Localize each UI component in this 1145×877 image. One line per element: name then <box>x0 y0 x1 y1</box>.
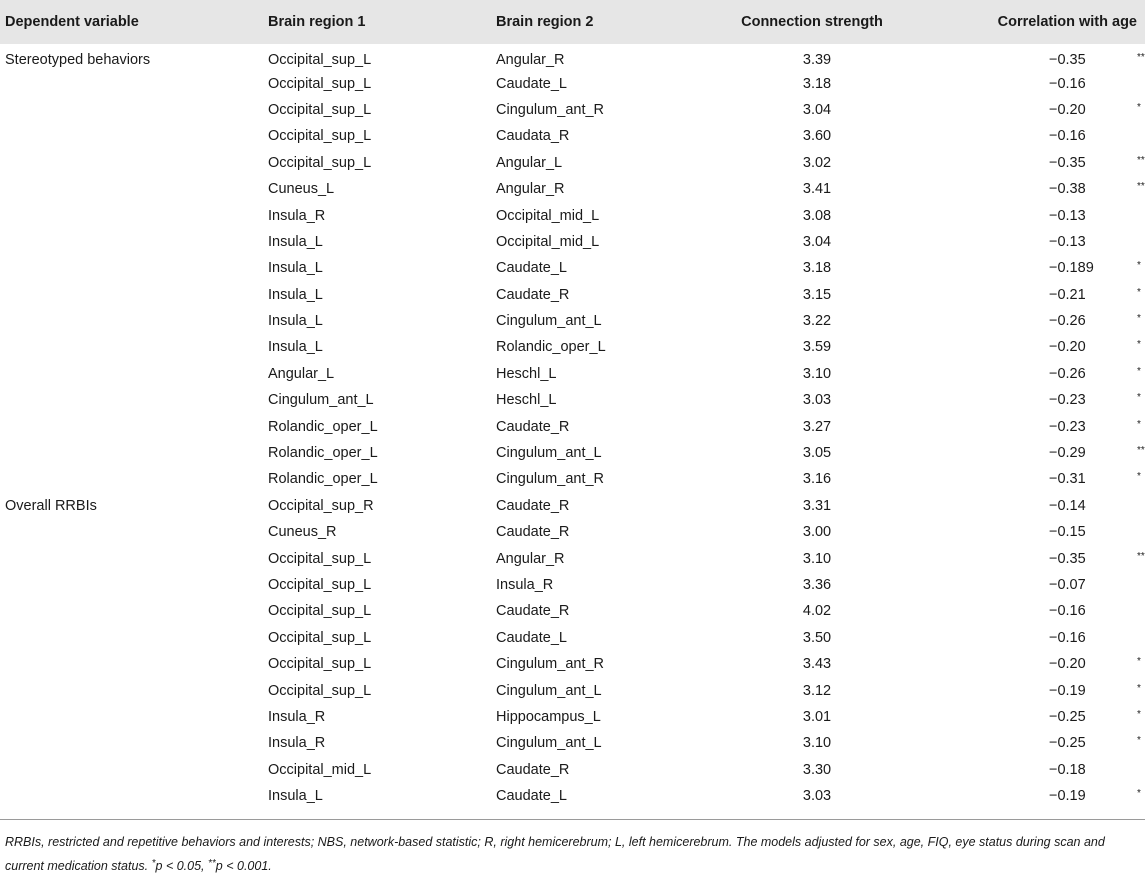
cell-correlation-with-age <box>913 625 1145 651</box>
cell-brain-region-1: Occipital_sup_L <box>268 75 372 92</box>
connection-strength-value: 3.16 <box>802 471 832 488</box>
cell-correlation-with-age <box>913 255 1145 281</box>
table-row <box>0 545 1145 571</box>
correlation-value: −0.07 <box>1049 577 1086 593</box>
cell-dependent-variable: Stereotyped behaviors <box>5 52 151 69</box>
table-row <box>0 413 1145 439</box>
cell-brain-region-1: Occipital_sup_L <box>268 682 372 699</box>
cell-connection-strength <box>711 255 913 281</box>
correlation-wrapper <box>1049 603 1137 619</box>
cell-connection-strength <box>711 97 913 123</box>
cell-connection-strength <box>711 123 913 149</box>
cell-brain-region-1: Insula_L <box>268 313 323 330</box>
significance-mark: * <box>1137 708 1141 720</box>
table-row <box>0 123 1145 149</box>
correlation-value: −0.25 <box>1049 708 1086 725</box>
cell-brain-region-2: Caudate_R <box>496 603 570 620</box>
cell-correlation-with-age <box>913 229 1145 255</box>
connection-strength-value: 3.43 <box>802 656 832 673</box>
table-row <box>0 625 1145 651</box>
cell-brain-region-2: Caudate_L <box>496 629 567 646</box>
cell-correlation-with-age <box>913 598 1145 624</box>
table-row <box>0 202 1145 228</box>
correlation-wrapper <box>1049 181 1145 198</box>
cell-dependent-variable <box>0 70 268 96</box>
cell-connection-strength <box>711 519 913 545</box>
table-header <box>0 0 1145 44</box>
significance-mark: * <box>1137 260 1141 272</box>
cell-dependent-variable <box>0 730 268 756</box>
cell-connection-strength <box>711 493 913 519</box>
table-bottom-rule <box>0 819 1145 820</box>
footnote-p1-text: p < 0.05, <box>155 859 205 873</box>
cell-connection-strength <box>711 757 913 783</box>
connection-strength-value: 3.27 <box>802 418 832 435</box>
cell-correlation-with-age <box>913 308 1145 334</box>
cell-connection-strength <box>711 150 913 176</box>
correlation-value: −0.16 <box>1049 603 1086 620</box>
cell-dependent-variable <box>0 308 268 334</box>
cell-correlation-with-age <box>913 150 1145 176</box>
connection-strength-value: 3.30 <box>802 761 832 778</box>
table-row <box>0 651 1145 677</box>
correlation-value: −0.20 <box>1049 339 1086 356</box>
cell-brain-region-1: Occipital_mid_L <box>268 761 372 778</box>
table-row <box>0 255 1145 281</box>
cell-brain-region-2: Angular_R <box>496 550 565 567</box>
cell-connection-strength <box>711 361 913 387</box>
cell-brain-region-2: Occipital_mid_L <box>496 233 600 250</box>
correlation-wrapper <box>1049 550 1145 567</box>
cell-brain-region-1: Insula_L <box>268 788 323 805</box>
cell-brain-region-2: Cingulum_ant_R <box>496 656 605 673</box>
cell-correlation-with-age <box>913 387 1145 413</box>
correlation-value: −0.189 <box>1049 260 1094 277</box>
header-connection-strength: Connection strength <box>741 14 883 30</box>
significance-mark: * <box>1137 788 1141 800</box>
correlation-value: −0.26 <box>1049 313 1086 330</box>
correlation-wrapper <box>1049 682 1141 699</box>
cell-brain-region-1: Cuneus_R <box>268 524 337 541</box>
cell-brain-region-2: Caudata_R <box>496 128 570 145</box>
cell-brain-region-1: Insula_R <box>268 735 326 752</box>
significance-mark: ** <box>1137 550 1145 562</box>
table-body <box>0 44 1145 809</box>
cell-dependent-variable <box>0 757 268 783</box>
table-row <box>0 519 1145 545</box>
correlation-wrapper <box>1049 471 1141 488</box>
cell-dependent-variable <box>0 677 268 703</box>
correlation-wrapper <box>1049 128 1137 144</box>
cell-connection-strength <box>711 229 913 255</box>
cell-brain-region-2: Caudate_L <box>496 75 567 92</box>
cell-dependent-variable <box>0 334 268 360</box>
correlation-wrapper <box>1049 76 1137 92</box>
connection-strength-value: 4.02 <box>802 603 832 620</box>
cell-connection-strength <box>711 598 913 624</box>
correlation-value: −0.13 <box>1049 207 1086 224</box>
cell-brain-region-1: Angular_L <box>268 365 335 382</box>
cell-brain-region-1: Occipital_sup_L <box>268 656 372 673</box>
cell-brain-region-1: Insula_L <box>268 260 323 277</box>
table-row <box>0 282 1145 308</box>
cell-brain-region-2: Caudate_L <box>496 260 567 277</box>
correlation-value: −0.31 <box>1049 471 1086 488</box>
significance-mark: * <box>1137 286 1141 298</box>
correlation-value: −0.35 <box>1049 550 1086 567</box>
table-row <box>0 440 1145 466</box>
table-row <box>0 757 1145 783</box>
cell-dependent-variable <box>0 361 268 387</box>
table-row <box>0 493 1145 519</box>
correlation-value: −0.16 <box>1049 75 1086 92</box>
cell-correlation-with-age <box>913 757 1145 783</box>
significance-mark: * <box>1137 392 1141 404</box>
correlation-value: −0.35 <box>1049 154 1086 171</box>
cell-brain-region-2: Angular_R <box>496 52 565 69</box>
cell-connection-strength <box>711 440 913 466</box>
cell-brain-region-2: Angular_R <box>496 181 565 198</box>
connection-strength-value: 3.59 <box>802 339 832 356</box>
connection-strength-value: 3.41 <box>802 181 832 198</box>
correlation-wrapper <box>1049 630 1137 646</box>
cell-brain-region-1: Occipital_sup_L <box>268 101 372 118</box>
cell-dependent-variable <box>0 651 268 677</box>
cell-connection-strength <box>711 413 913 439</box>
connection-strength-value: 3.50 <box>802 629 832 646</box>
cell-brain-region-1: Cingulum_ant_L <box>268 392 374 409</box>
correlation-value: −0.23 <box>1049 418 1086 435</box>
cell-brain-region-2: Rolandic_oper_L <box>496 339 606 356</box>
cell-correlation-with-age <box>913 70 1145 96</box>
connection-strength-value: 3.00 <box>802 524 832 541</box>
correlation-wrapper <box>1049 286 1141 303</box>
significance-mark: * <box>1137 101 1141 113</box>
connection-strength-value: 3.10 <box>802 550 832 567</box>
cell-correlation-with-age <box>913 97 1145 123</box>
connection-strength-value: 3.60 <box>802 128 832 145</box>
cell-connection-strength <box>711 545 913 571</box>
cell-connection-strength <box>711 334 913 360</box>
cell-dependent-variable <box>0 783 268 809</box>
cell-dependent-variable <box>0 440 268 466</box>
correlation-wrapper <box>1049 365 1141 382</box>
cell-dependent-variable <box>0 97 268 123</box>
significance-mark: * <box>1137 471 1141 483</box>
connection-strength-value: 3.08 <box>802 207 832 224</box>
connection-strength-value: 3.39 <box>802 52 832 69</box>
significance-mark: ** <box>1137 181 1145 193</box>
cell-dependent-variable <box>0 150 268 176</box>
table-row <box>0 783 1145 809</box>
cell-dependent-variable <box>0 625 268 651</box>
cell-brain-region-1: Cuneus_L <box>268 181 335 198</box>
correlation-value: −0.19 <box>1049 788 1086 805</box>
footnote-p1-mark: * <box>151 858 156 869</box>
header-row <box>0 0 1145 44</box>
cell-brain-region-1: Rolandic_oper_L <box>268 471 378 488</box>
cell-connection-strength <box>711 730 913 756</box>
significance-mark: * <box>1137 656 1141 668</box>
table-footnote <box>5 832 1140 877</box>
significance-mark: ** <box>1137 445 1145 457</box>
connection-strength-value: 3.03 <box>802 788 832 805</box>
cell-connection-strength <box>711 466 913 492</box>
correlation-wrapper <box>1049 101 1141 118</box>
cell-brain-region-2: Caudate_R <box>496 418 570 435</box>
correlation-value: −0.15 <box>1049 524 1086 541</box>
correlation-value: −0.25 <box>1049 735 1086 752</box>
connection-strength-value: 3.03 <box>802 392 832 409</box>
significance-mark: * <box>1137 339 1141 351</box>
cell-correlation-with-age <box>913 440 1145 466</box>
correlation-wrapper <box>1049 656 1141 673</box>
connection-strength-value: 3.10 <box>802 735 832 752</box>
cell-brain-region-2: Caudate_R <box>496 286 570 303</box>
cell-dependent-variable <box>0 282 268 308</box>
cell-brain-region-2: Cingulum_ant_L <box>496 682 602 699</box>
cell-brain-region-2: Caudate_R <box>496 761 570 778</box>
cell-correlation-with-age <box>913 123 1145 149</box>
correlation-wrapper <box>1049 418 1141 435</box>
cell-correlation-with-age <box>913 493 1145 519</box>
correlation-value: −0.20 <box>1049 101 1086 118</box>
cell-connection-strength <box>711 783 913 809</box>
cell-correlation-with-age <box>913 413 1145 439</box>
correlation-wrapper <box>1049 392 1141 409</box>
cell-correlation-with-age <box>913 677 1145 703</box>
cell-dependent-variable <box>0 387 268 413</box>
cell-brain-region-1: Occipital_sup_L <box>268 154 372 171</box>
cell-brain-region-2: Caudate_R <box>496 497 570 514</box>
cell-brain-region-1: Occipital_sup_R <box>268 497 374 514</box>
correlation-value: −0.13 <box>1049 233 1086 250</box>
significance-mark: ** <box>1137 52 1145 64</box>
cell-dependent-variable: Overall RRBIs <box>5 497 97 514</box>
cell-dependent-variable <box>0 255 268 281</box>
correlation-wrapper <box>1049 234 1137 250</box>
cell-brain-region-1: Occipital_sup_L <box>268 128 372 145</box>
cell-connection-strength <box>711 572 913 598</box>
cell-brain-region-2: Insula_R <box>496 577 554 593</box>
cell-dependent-variable <box>0 545 268 571</box>
cell-dependent-variable <box>0 572 268 598</box>
cell-connection-strength <box>711 70 913 96</box>
cell-connection-strength <box>711 651 913 677</box>
cell-connection-strength <box>711 44 913 70</box>
connection-strength-value: 3.04 <box>802 233 832 250</box>
cell-dependent-variable <box>0 598 268 624</box>
connection-strength-value: 3.22 <box>802 313 832 330</box>
cell-correlation-with-age <box>913 44 1145 70</box>
cell-dependent-variable <box>0 413 268 439</box>
correlation-value: −0.38 <box>1049 181 1086 198</box>
table-row <box>0 176 1145 202</box>
table-row <box>0 44 1145 70</box>
connection-strength-value: 3.12 <box>802 682 832 699</box>
footnote-p2-text: p < 0.001. <box>215 859 272 873</box>
cell-brain-region-2: Occipital_mid_L <box>496 207 600 224</box>
correlation-value: −0.23 <box>1049 392 1086 409</box>
correlation-value: −0.20 <box>1049 656 1086 673</box>
cell-correlation-with-age <box>913 730 1145 756</box>
correlation-wrapper <box>1049 339 1141 356</box>
cell-dependent-variable <box>0 123 268 149</box>
cell-brain-region-2: Angular_L <box>496 154 563 171</box>
correlation-wrapper <box>1049 708 1141 725</box>
cell-dependent-variable <box>0 519 268 545</box>
cell-brain-region-2: Caudate_L <box>496 788 567 805</box>
table-row <box>0 572 1145 598</box>
cell-brain-region-2: Cingulum_ant_L <box>496 735 602 752</box>
table-row <box>0 150 1145 176</box>
connection-strength-value: 3.01 <box>802 708 832 725</box>
correlation-value: −0.21 <box>1049 286 1086 303</box>
cell-brain-region-2: Heschl_L <box>496 392 557 409</box>
cell-dependent-variable <box>0 176 268 202</box>
header-brain-region-1: Brain region 1 <box>268 14 366 30</box>
connection-strength-value: 3.10 <box>802 365 832 382</box>
table-row <box>0 387 1145 413</box>
cell-brain-region-1: Occipital_sup_L <box>268 603 372 620</box>
header-brain-region-2: Brain region 2 <box>496 14 594 30</box>
header-dependent-variable: Dependent variable <box>5 14 139 30</box>
significance-mark: * <box>1137 418 1141 430</box>
cell-correlation-with-age <box>913 651 1145 677</box>
cell-dependent-variable <box>0 466 268 492</box>
table-row <box>0 677 1145 703</box>
cell-correlation-with-age <box>913 783 1145 809</box>
cell-brain-region-2: Caudate_R <box>496 524 570 541</box>
table-row <box>0 97 1145 123</box>
cell-brain-region-2: Cingulum_ant_R <box>496 471 605 488</box>
significance-mark: * <box>1137 313 1141 325</box>
cell-brain-region-2: Cingulum_ant_R <box>496 101 605 118</box>
correlation-wrapper <box>1049 260 1141 277</box>
cell-brain-region-1: Occipital_sup_L <box>268 52 372 69</box>
correlation-value: −0.19 <box>1049 682 1086 699</box>
cell-correlation-with-age <box>913 176 1145 202</box>
table-row <box>0 466 1145 492</box>
cell-brain-region-2: Heschl_L <box>496 365 557 382</box>
cell-brain-region-1: Rolandic_oper_L <box>268 418 378 435</box>
correlation-wrapper <box>1049 498 1137 514</box>
table-row <box>0 229 1145 255</box>
connection-strength-value: 3.31 <box>802 497 832 514</box>
cell-brain-region-1: Insula_R <box>268 708 326 725</box>
footnote-text: RRBIs, restricted and repetitive behaviors and interests; NBS, network-based statistic; R, right hemicerebrum; L, left hemicerebrum. The models adjusted for sex, age, FIQ, eye status during scan and current medication status. <box>5 835 1105 873</box>
cell-correlation-with-age <box>913 466 1145 492</box>
cell-dependent-variable <box>0 229 268 255</box>
cell-brain-region-1: Insula_L <box>268 233 323 250</box>
cell-correlation-with-age <box>913 202 1145 228</box>
cell-correlation-with-age <box>913 361 1145 387</box>
connection-strength-value: 3.18 <box>802 260 832 277</box>
correlation-wrapper <box>1049 524 1137 540</box>
connection-strength-value: 3.04 <box>802 101 832 118</box>
cell-brain-region-1: Occipital_sup_L <box>268 629 372 646</box>
cell-connection-strength <box>711 677 913 703</box>
table-row <box>0 334 1145 360</box>
cell-connection-strength <box>711 387 913 413</box>
correlation-value: −0.16 <box>1049 128 1086 145</box>
correlation-wrapper <box>1049 52 1145 69</box>
table-row <box>0 598 1145 624</box>
cell-dependent-variable <box>0 704 268 730</box>
cell-correlation-with-age <box>913 704 1145 730</box>
connection-strength-value: 3.15 <box>802 286 832 303</box>
cell-correlation-with-age <box>913 519 1145 545</box>
table-row <box>0 361 1145 387</box>
cell-connection-strength <box>711 625 913 651</box>
connection-strength-value: 3.18 <box>802 75 832 92</box>
correlation-wrapper <box>1049 577 1137 593</box>
significance-mark: * <box>1137 735 1141 747</box>
cell-connection-strength <box>711 202 913 228</box>
significance-mark: ** <box>1137 154 1145 166</box>
correlation-value: −0.35 <box>1049 52 1086 69</box>
footnote-p2-mark: ** <box>208 858 216 869</box>
table-row <box>0 70 1145 96</box>
cell-brain-region-1: Occipital_sup_L <box>268 577 372 593</box>
correlation-wrapper <box>1049 445 1145 462</box>
cell-correlation-with-age <box>913 545 1145 571</box>
cell-connection-strength <box>711 176 913 202</box>
cell-correlation-with-age <box>913 282 1145 308</box>
cell-connection-strength <box>711 282 913 308</box>
header-correlation-with-age: Correlation with age <box>997 14 1137 30</box>
connection-strength-value: 3.02 <box>802 154 832 171</box>
cell-brain-region-1: Insula_R <box>268 207 326 224</box>
cell-brain-region-1: Occipital_sup_L <box>268 550 372 567</box>
cell-connection-strength <box>711 308 913 334</box>
correlation-value: −0.14 <box>1049 497 1086 514</box>
cell-connection-strength <box>711 704 913 730</box>
correlation-wrapper <box>1049 154 1145 171</box>
connection-strength-value: 3.36 <box>802 577 832 593</box>
table-row <box>0 704 1145 730</box>
correlation-wrapper <box>1049 788 1141 805</box>
correlation-wrapper <box>1049 208 1137 224</box>
correlation-value: −0.26 <box>1049 365 1086 382</box>
table-row <box>0 730 1145 756</box>
significance-mark: * <box>1137 365 1141 377</box>
connection-strength-value: 3.05 <box>802 445 832 462</box>
correlation-value: −0.29 <box>1049 445 1086 462</box>
correlation-wrapper <box>1049 313 1141 330</box>
cell-brain-region-1: Insula_L <box>268 286 323 303</box>
correlation-value: −0.16 <box>1049 629 1086 646</box>
correlation-wrapper <box>1049 762 1137 778</box>
cell-dependent-variable <box>0 202 268 228</box>
cell-brain-region-2: Cingulum_ant_L <box>496 445 602 462</box>
cell-brain-region-1: Rolandic_oper_L <box>268 445 378 462</box>
cell-brain-region-1: Insula_L <box>268 339 323 356</box>
cell-correlation-with-age <box>913 334 1145 360</box>
correlation-value: −0.18 <box>1049 761 1086 778</box>
significance-mark: * <box>1137 682 1141 694</box>
cell-brain-region-2: Hippocampus_L <box>496 708 601 725</box>
cell-brain-region-2: Cingulum_ant_L <box>496 313 602 330</box>
table-row <box>0 308 1145 334</box>
correlation-wrapper <box>1049 735 1141 752</box>
cell-correlation-with-age <box>913 572 1145 598</box>
